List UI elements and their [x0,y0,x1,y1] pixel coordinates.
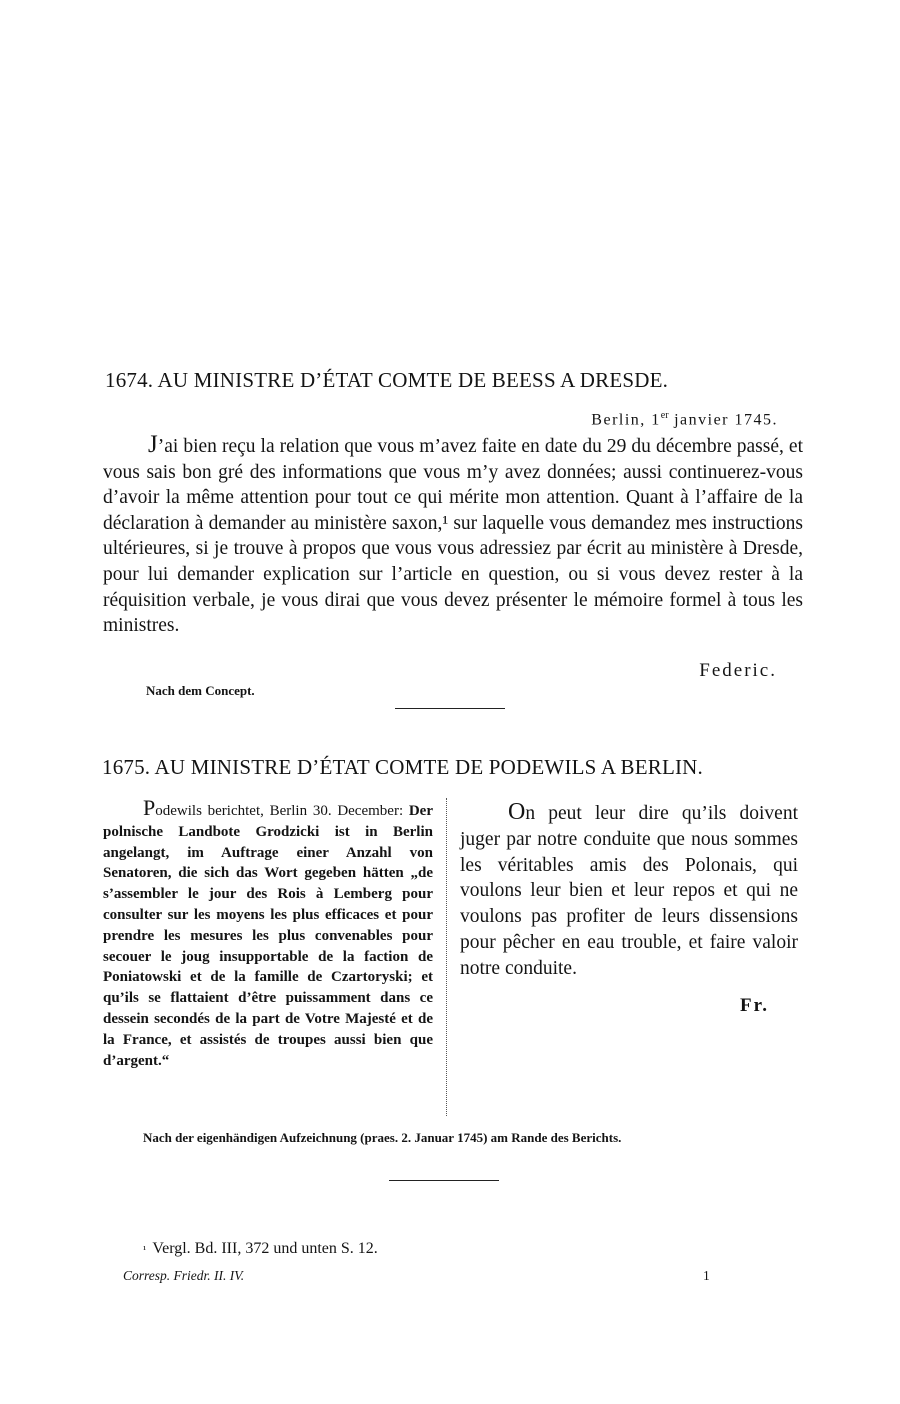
footnote-mark: ¹ [143,1244,147,1256]
letter-1675-heading: 1675. AU MINISTRE D’ÉTAT COMTE DE PODEWILS A BERLIN. [102,755,703,779]
response-text: n peut leur dire qu’ils doivent juger par notre conduite que nous sommes les véritables amis des Polonais, qui voulons leur bien et leur repos et qui ne voulons pas profiter de leurs dissensions pour pêcher en eau trouble, et faire valoir notre conduite. [460,803,798,979]
dropcap: O [508,799,526,825]
signature-mark: 1 [703,1268,710,1283]
dropcap: J [148,431,158,458]
report-paragraph [103,795,433,1071]
letter-1675-signature: Fr. [740,995,770,1016]
letter-1674-dateline [591,410,778,429]
dropcap: P [143,795,156,820]
letter-1675-source-note: Nach der eigenhändigen Aufzeichnung (praes. 2. Januar 1745) am Rande des Berichts. [143,1130,622,1145]
letter-1674-text: ’ai bien reçu la relation que vous m’avez faite en date du 29 du décembre passé, et vous sais bon gré des informations que vous m’y avez données; aussi continuerez-vous d’avoir la même attention pour tout ce qui mérite mon attention. Quant à l’affaire de la déclaration à demander au ministère saxon,¹ sur laquelle vous demandez mes instructions ultérieures, si je trouve à propos que vous vous adressiez par écrit au ministère à Dresde, pour lui demander explication sur l’article en question, ou si vous devez rester à la réquisition verbale, je vous dirai que vous devez présenter le mémoire formel à tous les ministres. [103,436,803,637]
dateline-place: Berlin, [591,411,652,429]
footnote [143,1240,378,1258]
letter-1675-response-column [460,800,798,982]
running-footer-title: Corresp. Friedr. II. IV. [123,1268,245,1283]
dateline-ordinal: er [660,410,669,421]
dateline-rest: janvier 1745. [668,411,778,429]
report-text: Der polnische Landbote Grodzicki ist in Berlin angelangt, im Auftrage einer Anzahl von Senatoren, die sich das Wort gegeben hätten „de s’assembler le jour des Rois à Lemberg pour consulter sur les moyens les plus efficaces et pour prendre les mesures les plus convenables pour secouer le joug insupportable de la faction de Poniatowski et de la famille de Czartoryski; et qu’ils se flattaient d’être puissamment dans ce dessein secondés de la part de Votre Majesté et de la France, et assistés de troupes aussi bien que d’argent.“ [103,803,433,1069]
report-lead: odewils berichtet, Berlin 30. December: [155,803,409,819]
section-divider-rule [389,1180,499,1181]
column-dotted-divider [446,798,447,1116]
letter-1674-body [103,432,803,639]
dateline-day: 1 [651,411,661,429]
letter-1674-signature: Federic. [699,660,777,681]
letter-1674-paragraph [103,432,803,639]
response-paragraph [460,800,798,982]
letter-1674-source-note: Nach dem Concept. [146,683,255,698]
footnote-text: Vergl. Bd. III, 372 und unten S. 12. [152,1240,378,1257]
letter-1674-heading: 1674. AU MINISTRE D’ÉTAT COMTE DE BEESS A DRESDE. [105,368,669,392]
section-divider-rule [395,708,505,709]
letter-1675-report-column [103,795,433,1071]
